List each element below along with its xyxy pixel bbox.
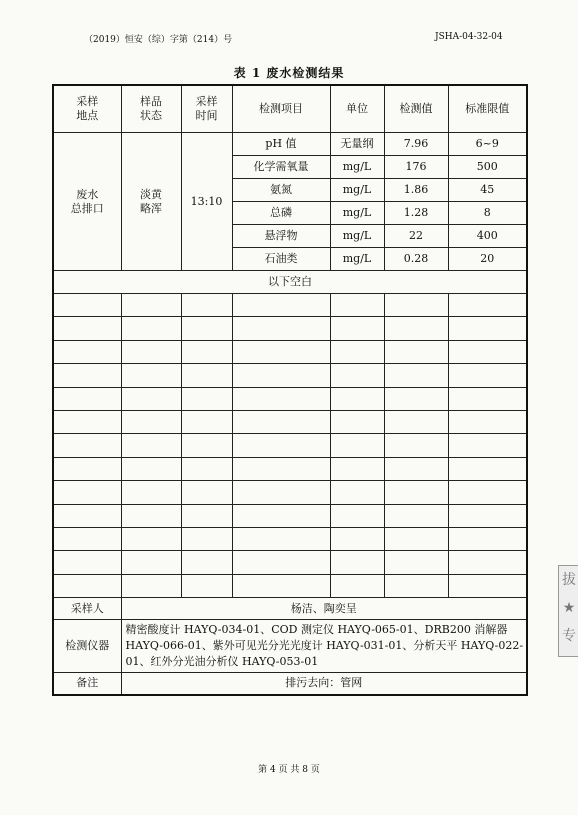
empty-row [53, 574, 527, 597]
empty-cell [384, 504, 448, 527]
unit-cell: 无量纲 [330, 133, 384, 156]
empty-cell [330, 294, 384, 317]
empty-cell [232, 551, 330, 574]
empty-cell [232, 387, 330, 410]
empty-cell [181, 317, 232, 340]
table-row [53, 133, 527, 156]
empty-row [53, 434, 527, 457]
empty-cell [384, 551, 448, 574]
stamp-char: ★ [562, 600, 576, 616]
table-header-row [53, 85, 527, 133]
empty-cell [330, 410, 384, 433]
empty-cell [121, 457, 181, 480]
unit-cell: mg/L [330, 156, 384, 179]
empty-cell [448, 574, 527, 597]
empty-cell [232, 504, 330, 527]
limit-cell: 8 [448, 202, 527, 225]
header-cell: 单位 [330, 85, 384, 133]
unit-cell: mg/L [330, 202, 384, 225]
empty-cell [384, 481, 448, 504]
value-cell: 1.86 [384, 179, 448, 202]
empty-cell [384, 294, 448, 317]
empty-cell [181, 527, 232, 550]
empty-cell [330, 317, 384, 340]
empty-cell [232, 294, 330, 317]
value-cell: 1.28 [384, 202, 448, 225]
empty-row [53, 340, 527, 363]
results-table [52, 84, 528, 696]
header-cell: 采样 地点 [53, 85, 121, 133]
empty-cell [448, 410, 527, 433]
empty-row [53, 294, 527, 317]
blank-note: 以下空白 [53, 271, 527, 294]
empty-cell [384, 527, 448, 550]
remark-row [53, 673, 527, 695]
empty-cell [448, 364, 527, 387]
empty-cell [181, 340, 232, 363]
empty-cell [330, 527, 384, 550]
empty-cell [232, 410, 330, 433]
limit-cell: 400 [448, 225, 527, 248]
sampler-value: 杨洁、陶奕呈 [121, 598, 527, 620]
item-cell: 悬浮物 [232, 225, 330, 248]
remark-label: 备注 [53, 673, 121, 695]
value-cell: 22 [384, 225, 448, 248]
seal-stamp [558, 565, 578, 657]
empty-cell [448, 434, 527, 457]
empty-cell [181, 551, 232, 574]
empty-row [53, 527, 527, 550]
empty-cell [448, 504, 527, 527]
empty-row [53, 457, 527, 480]
empty-cell [181, 434, 232, 457]
empty-cell [121, 527, 181, 550]
empty-cell [181, 364, 232, 387]
empty-cell [448, 481, 527, 504]
limit-cell: 45 [448, 179, 527, 202]
empty-cell [121, 340, 181, 363]
sample-state: 淡黄 略浑 [121, 133, 181, 271]
empty-cell [330, 364, 384, 387]
document-number: （2019）恒安（综）字第（214）号 [84, 35, 233, 45]
empty-cell [330, 574, 384, 597]
sampler-label: 采样人 [53, 598, 121, 620]
item-cell: 石油类 [232, 248, 330, 271]
empty-cell [181, 504, 232, 527]
empty-cell [181, 457, 232, 480]
empty-cell [384, 387, 448, 410]
page-footer: 第 4 页 共 8 页 [258, 765, 320, 775]
empty-cell [53, 410, 121, 433]
empty-cell [53, 317, 121, 340]
empty-cell [121, 434, 181, 457]
empty-cell [448, 387, 527, 410]
table-title: 表 1 废水检测结果 [233, 66, 345, 80]
empty-cell [53, 364, 121, 387]
limit-cell: 20 [448, 248, 527, 271]
empty-cell [121, 551, 181, 574]
empty-cell [121, 481, 181, 504]
empty-cell [448, 340, 527, 363]
empty-cell [53, 457, 121, 480]
empty-cell [448, 317, 527, 340]
empty-cell [121, 294, 181, 317]
empty-cell [121, 317, 181, 340]
empty-cell [232, 364, 330, 387]
limit-cell: 500 [448, 156, 527, 179]
empty-cell [232, 434, 330, 457]
empty-row [53, 387, 527, 410]
empty-cell [181, 387, 232, 410]
empty-row [53, 364, 527, 387]
header-cell: 检测值 [384, 85, 448, 133]
empty-cell [121, 574, 181, 597]
empty-cell [448, 457, 527, 480]
remark-value: 排污去向：管网 [121, 673, 527, 695]
instrument-label: 检测仪器 [53, 620, 121, 673]
value-cell: 176 [384, 156, 448, 179]
empty-cell [330, 457, 384, 480]
sample-location: 废水 总排口 [53, 133, 121, 271]
empty-cell [232, 457, 330, 480]
empty-cell [448, 294, 527, 317]
empty-row [53, 410, 527, 433]
empty-cell [181, 481, 232, 504]
empty-cell [53, 340, 121, 363]
empty-cell [53, 527, 121, 550]
stamp-char: 专 [562, 628, 576, 644]
header-cell: 采样 时间 [181, 85, 232, 133]
empty-cell [53, 294, 121, 317]
empty-cell [330, 340, 384, 363]
empty-cell [53, 387, 121, 410]
empty-row [53, 551, 527, 574]
empty-cell [330, 504, 384, 527]
empty-cell [232, 340, 330, 363]
empty-cell [330, 551, 384, 574]
header-cell: 样品 状态 [121, 85, 181, 133]
header-cell: 检测项目 [232, 85, 330, 133]
item-cell: 化学需氧量 [232, 156, 330, 179]
blank-note-row [53, 271, 527, 294]
empty-cell [232, 481, 330, 504]
unit-cell: mg/L [330, 248, 384, 271]
sample-time: 13:10 [181, 133, 232, 271]
empty-rows [53, 294, 527, 598]
limit-cell: 6~9 [448, 133, 527, 156]
empty-cell [384, 410, 448, 433]
item-cell: 氨氮 [232, 179, 330, 202]
empty-cell [181, 410, 232, 433]
empty-cell [330, 434, 384, 457]
empty-row [53, 504, 527, 527]
empty-cell [384, 317, 448, 340]
empty-row [53, 317, 527, 340]
empty-cell [53, 481, 121, 504]
instrument-value: 精密酸度计 HAYQ-034-01、COD 测定仪 HAYQ-065-01、DRB200 消解器 HAYQ-066-01、紫外可见光分光光度计 HAYQ-031-01、分析天平 HAYQ-022-01、红外分光油分析仪 HAYQ-053-01 [121, 620, 527, 673]
document-code: JSHA-04-32-04 [435, 32, 503, 42]
empty-cell [330, 387, 384, 410]
unit-cell: mg/L [330, 179, 384, 202]
sampler-row [53, 598, 527, 620]
value-cell: 0.28 [384, 248, 448, 271]
empty-cell [53, 434, 121, 457]
empty-cell [232, 317, 330, 340]
empty-cell [448, 551, 527, 574]
empty-cell [384, 574, 448, 597]
empty-cell [384, 457, 448, 480]
item-cell: 总磷 [232, 202, 330, 225]
value-cell: 7.96 [384, 133, 448, 156]
empty-cell [121, 364, 181, 387]
empty-cell [232, 527, 330, 550]
empty-cell [448, 527, 527, 550]
empty-cell [121, 504, 181, 527]
empty-cell [53, 504, 121, 527]
empty-cell [384, 364, 448, 387]
unit-cell: mg/L [330, 225, 384, 248]
empty-cell [384, 340, 448, 363]
empty-row [53, 481, 527, 504]
empty-cell [330, 481, 384, 504]
empty-cell [53, 551, 121, 574]
empty-cell [232, 574, 330, 597]
item-cell: pH 值 [232, 133, 330, 156]
instrument-row [53, 620, 527, 673]
empty-cell [384, 434, 448, 457]
empty-cell [181, 294, 232, 317]
empty-cell [121, 410, 181, 433]
empty-cell [181, 574, 232, 597]
empty-cell [53, 574, 121, 597]
header-cell: 标准限值 [448, 85, 527, 133]
empty-cell [121, 387, 181, 410]
stamp-char: 拔 [562, 572, 576, 588]
